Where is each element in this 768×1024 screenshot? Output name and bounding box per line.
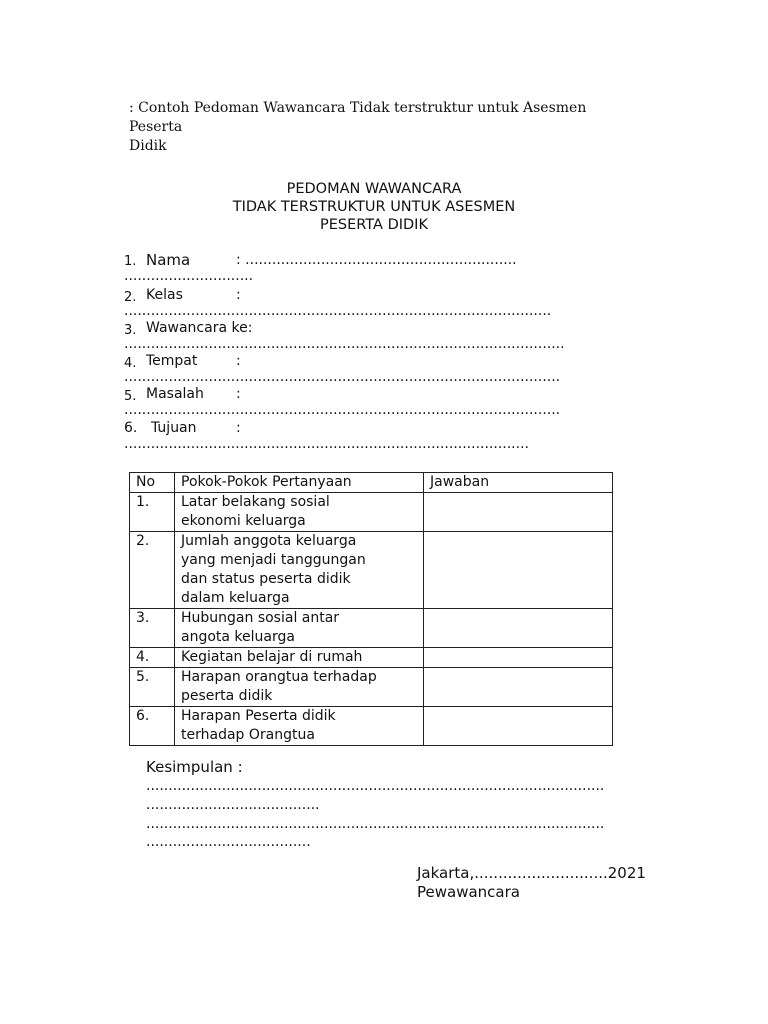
question-line: Latar belakang sosial	[181, 494, 330, 510]
field-number: 1.	[124, 254, 137, 269]
field-number: 4.	[124, 356, 137, 371]
place-date: Jakarta,............................2021	[417, 864, 646, 882]
answer-cell[interactable]	[424, 532, 613, 609]
row-number: 4.	[130, 648, 175, 668]
question-line: Jumlah anggota keluarga	[181, 533, 357, 549]
field-continuation: .............................	[124, 268, 254, 284]
title-line-3: PESERTA DIDIK	[320, 217, 428, 233]
table-row	[130, 532, 613, 609]
caption-line-2: Didik	[129, 138, 167, 154]
header-questions: Pokok-Pokok Pertanyaan	[175, 473, 424, 493]
header-answer: Jawaban	[424, 473, 613, 493]
field-value-wawancara[interactable]: ...................................................................................................	[124, 336, 565, 352]
question-line: Hubungan sosial antar	[181, 610, 340, 626]
field-colon: :	[236, 353, 241, 369]
question-table	[129, 472, 613, 746]
row-number: 2.	[130, 532, 175, 609]
answer-cell[interactable]	[424, 707, 613, 746]
field-value-tujuan[interactable]: ...........................................................................................	[124, 436, 529, 452]
question-line: dan status peserta didik	[181, 571, 351, 587]
table-row	[130, 609, 613, 648]
conclusion-line[interactable]: .......................................	[146, 797, 320, 813]
field-label-masalah: Masalah	[146, 386, 204, 402]
answer-cell[interactable]	[424, 493, 613, 532]
question-line: dalam keluarga	[181, 590, 290, 606]
header-no: No	[130, 473, 175, 493]
field-label-nama: Nama	[146, 251, 191, 269]
question-line: angota keluarga	[181, 629, 295, 645]
question-line: ekonomi keluarga	[181, 513, 306, 529]
caption-line-1: : Contoh Pedoman Wawancara Tidak terstruktur untuk Asesmen Peserta	[129, 100, 587, 135]
field-value-masalah[interactable]: ..................................................................................................	[124, 402, 561, 418]
conclusion-line[interactable]: .....................................	[146, 834, 311, 850]
answer-cell[interactable]	[424, 668, 613, 707]
row-number: 6.	[130, 707, 175, 746]
table-row	[130, 648, 613, 668]
field-number: 2.	[124, 290, 137, 305]
interviewer-label: Pewawancara	[417, 883, 520, 901]
question-line: Kegiatan belajar di rumah	[181, 649, 363, 665]
row-number: 1.	[130, 493, 175, 532]
figure-caption	[129, 99, 609, 156]
question-cell	[175, 707, 424, 746]
conclusion-line[interactable]: .......................................................................................................	[146, 778, 605, 794]
field-label-wawancara: Wawancara ke:	[146, 320, 253, 336]
table-row	[130, 493, 613, 532]
question-cell	[175, 668, 424, 707]
title-line-2: TIDAK TERSTRUKTUR UNTUK ASESMEN	[232, 199, 516, 215]
conclusion-label: Kesimpulan :	[146, 758, 243, 776]
field-number: 3.	[124, 323, 137, 338]
question-cell	[175, 532, 424, 609]
row-number: 3.	[130, 609, 175, 648]
field-colon: :	[236, 287, 241, 303]
conclusion-line[interactable]: .......................................................................................................	[146, 816, 605, 832]
page-title	[124, 180, 624, 234]
table-row	[130, 668, 613, 707]
field-label-kelas: Kelas	[146, 287, 183, 303]
field-label-tujuan: Tujuan	[151, 420, 197, 436]
field-value-nama[interactable]: : .............................................................	[236, 252, 517, 268]
table-row	[130, 707, 613, 746]
question-line: peserta didik	[181, 688, 273, 704]
field-label-tempat: Tempat	[146, 353, 198, 369]
table-header-row	[130, 473, 613, 493]
field-colon: :	[236, 420, 241, 436]
field-colon: :	[236, 386, 241, 402]
question-cell	[175, 493, 424, 532]
question-cell	[175, 648, 424, 668]
title-line-1: PEDOMAN WAWANCARA	[286, 181, 462, 197]
field-number: 6.	[124, 420, 138, 436]
answer-cell[interactable]	[424, 609, 613, 648]
question-cell	[175, 609, 424, 648]
question-line: yang menjadi tanggungan	[181, 552, 366, 568]
field-number: 5.	[124, 389, 137, 404]
question-line: Harapan orangtua terhadap	[181, 669, 377, 685]
question-line: Harapan Peserta didik	[181, 708, 336, 724]
field-value-kelas[interactable]: ................................................................................................	[124, 303, 552, 319]
field-value-tempat[interactable]: ..................................................................................................	[124, 369, 561, 385]
answer-cell[interactable]	[424, 648, 613, 668]
question-line: terhadap Orangtua	[181, 727, 315, 743]
row-number: 5.	[130, 668, 175, 707]
